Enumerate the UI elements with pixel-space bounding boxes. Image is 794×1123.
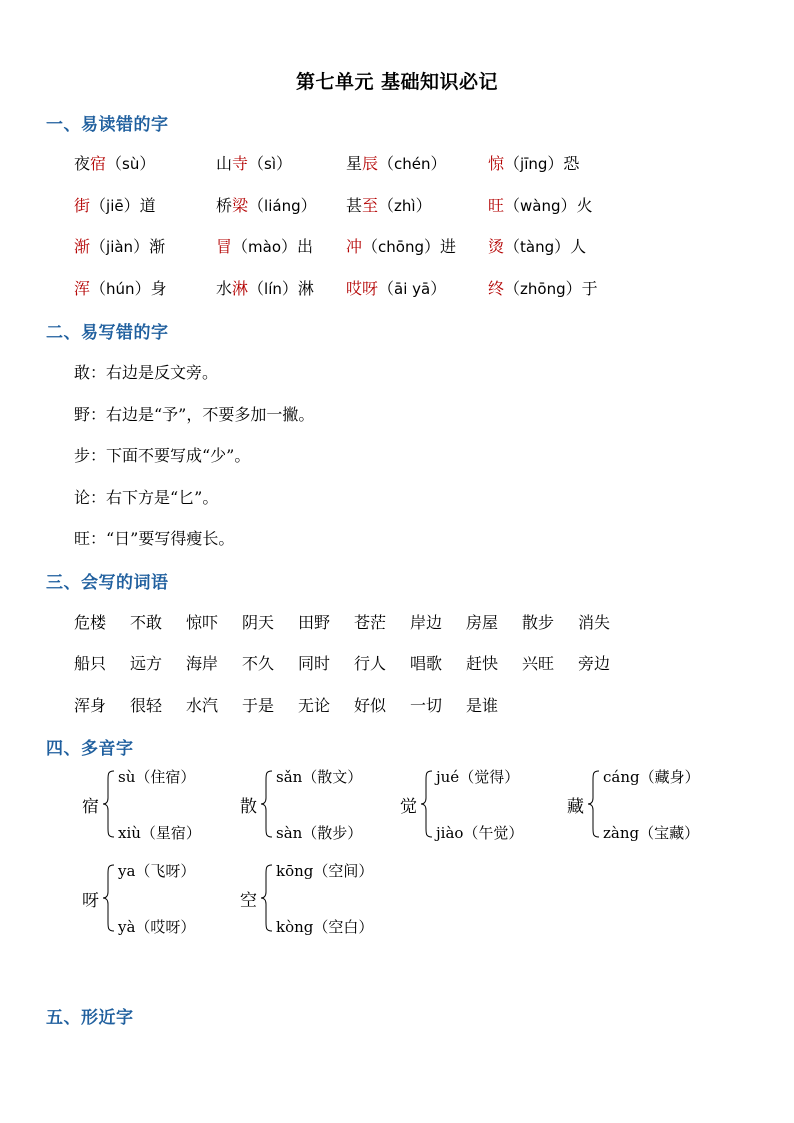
polyphone-item (82, 864, 262, 936)
highlighted-char: 冒 (216, 237, 233, 256)
polyphone-reading: sǎn（散文） (276, 768, 363, 786)
vocab-word: 危楼 (74, 613, 107, 632)
pinyin: zhì (394, 197, 416, 215)
pinyin: jīng (520, 155, 548, 173)
vocab-word: 消失 (578, 613, 611, 632)
pronunciation-item: 山寺（sì） (216, 154, 293, 173)
polyphone-reading: kòng（空白） (276, 918, 374, 936)
vocab-word: 田野 (298, 613, 331, 632)
pinyin: lín (264, 280, 282, 298)
pronunciation-item: 桥梁（liáng） (216, 196, 317, 215)
vocab-word: 散步 (522, 613, 555, 632)
vocab-word: 不敢 (130, 613, 163, 632)
word-suffix: 恐 (563, 154, 580, 173)
pronunciation-item: 水淋（lín）淋 (216, 279, 314, 298)
vocab-word: 不久 (242, 654, 275, 673)
pinyin: sì (264, 155, 277, 173)
polyphone-reading: yà（哎呀） (118, 918, 196, 936)
curly-brace-icon (102, 864, 116, 932)
pinyin: jiē (106, 197, 124, 215)
section-heading-2: 二、易写错的字 (46, 323, 169, 343)
writing-note: 步：下面不要写成“少”。 (74, 446, 251, 465)
pronunciation-item: 旺（wàng）火 (488, 196, 593, 215)
word-suffix: 火 (576, 196, 593, 215)
pinyin: āi yā (394, 280, 431, 298)
curly-brace-icon (587, 770, 601, 838)
pronunciation-item: 终（zhōng）于 (488, 279, 598, 298)
word-prefix: 桥 (216, 196, 233, 215)
curly-brace-icon (260, 864, 274, 932)
polyphone-item (400, 770, 580, 842)
highlighted-char: 终 (488, 279, 505, 298)
vocab-word: 兴旺 (522, 654, 555, 673)
highlighted-char: 寺 (232, 154, 249, 173)
highlighted-char: 辰 (362, 154, 379, 173)
highlighted-char: 冲 (346, 237, 363, 256)
highlighted-char: 烫 (488, 237, 505, 256)
word-prefix: 夜 (74, 154, 91, 173)
polyphone-item (240, 864, 420, 936)
word-prefix: 甚 (346, 196, 363, 215)
polyphone-reading: jué（觉得） (436, 768, 520, 786)
pronunciation-item: 星辰（chén） (346, 154, 447, 173)
vocab-word: 同时 (298, 654, 331, 673)
pinyin: mào (248, 238, 282, 256)
word-suffix: 进 (440, 237, 457, 256)
highlighted-char: 惊 (488, 154, 505, 173)
vocab-word: 很轻 (130, 696, 163, 715)
vocab-word: 惊吓 (186, 613, 219, 632)
section-heading-3: 三、会写的词语 (46, 573, 169, 593)
polyphone-reading: zàng（宝藏） (603, 824, 700, 842)
vocab-word: 海岸 (186, 654, 219, 673)
writing-note: 敢：右边是反文旁。 (74, 363, 219, 382)
word-suffix: 渐 (149, 237, 166, 256)
word-suffix: 身 (150, 279, 167, 298)
pinyin: chén (394, 155, 431, 173)
highlighted-char: 旺 (488, 196, 505, 215)
vocab-word: 房屋 (466, 613, 499, 632)
vocab-word: 赶快 (466, 654, 499, 673)
highlighted-char: 哎呀 (346, 279, 379, 298)
word-suffix: 于 (581, 279, 598, 298)
vocab-word: 于是 (242, 696, 275, 715)
polyphone-reading: xiù（星宿） (118, 824, 201, 842)
writing-note: 旺：“日”要写得瘦长。 (74, 529, 235, 548)
section-heading-5: 五、形近字 (46, 1008, 134, 1028)
polyphone-char: 觉 (400, 797, 417, 817)
highlighted-char: 淋 (232, 279, 249, 298)
curly-brace-icon (420, 770, 434, 838)
word-suffix: 道 (139, 196, 156, 215)
pinyin: liáng (264, 197, 301, 215)
pronunciation-item: 街（jiē）道 (74, 196, 156, 215)
vocab-word: 水汽 (186, 696, 219, 715)
word-prefix: 水 (216, 279, 233, 298)
polyphone-reading: jiào（午觉） (436, 824, 524, 842)
vocab-word: 是谁 (466, 696, 499, 715)
pronunciation-item: 冒（mào）出 (216, 237, 314, 256)
vocab-word: 唱歌 (410, 654, 443, 673)
vocab-word: 苍茫 (354, 613, 387, 632)
vocab-word: 浑身 (74, 696, 107, 715)
pinyin: chōng (378, 238, 424, 256)
highlighted-char: 浑 (74, 279, 91, 298)
pronunciation-item: 夜宿（sù） (74, 154, 156, 173)
word-suffix: 淋 (297, 279, 314, 298)
highlighted-char: 渐 (74, 237, 91, 256)
pronunciation-item: 甚至（zhì） (346, 196, 432, 215)
polyphone-item (567, 770, 747, 842)
polyphone-char: 散 (240, 797, 257, 817)
pronunciation-item: 冲（chōng）进 (346, 237, 457, 256)
section-heading-1: 一、易读错的字 (46, 115, 169, 135)
polyphone-item (240, 770, 420, 842)
pinyin: sù (122, 155, 140, 173)
polyphone-char: 藏 (567, 797, 584, 817)
vocab-word: 行人 (354, 654, 387, 673)
vocab-word: 无论 (298, 696, 331, 715)
vocab-word: 一切 (410, 696, 443, 715)
vocab-word: 岸边 (410, 613, 443, 632)
pinyin: jiàn (106, 238, 134, 256)
curly-brace-icon (102, 770, 116, 838)
polyphone-item (82, 770, 262, 842)
highlighted-char: 梁 (232, 196, 249, 215)
writing-note: 野：右边是“予”，不要多加一撇。 (74, 405, 315, 424)
polyphone-reading: sàn（散步） (276, 824, 363, 842)
word-prefix: 山 (216, 154, 233, 173)
highlighted-char: 宿 (90, 154, 107, 173)
word-suffix: 人 (570, 237, 587, 256)
writing-note: 论：右下方是“匕”。 (74, 488, 219, 507)
pronunciation-item: 烫（tàng）人 (488, 237, 587, 256)
word-suffix: 出 (297, 237, 314, 256)
vocab-word: 阴天 (242, 613, 275, 632)
vocab-word: 好似 (354, 696, 387, 715)
pinyin: tàng (520, 238, 555, 256)
polyphone-reading: ya（飞呀） (118, 862, 196, 880)
pronunciation-item: 哎呀（āi yā） (346, 279, 447, 298)
polyphone-char: 宿 (82, 797, 99, 817)
polyphone-reading: kōng（空间） (276, 862, 374, 880)
pinyin: zhōng (520, 280, 566, 298)
pinyin: wàng (520, 197, 561, 215)
polyphone-char: 空 (240, 891, 257, 911)
vocab-word: 船只 (74, 654, 107, 673)
pronunciation-item: 浑（hún）身 (74, 279, 167, 298)
curly-brace-icon (260, 770, 274, 838)
pronunciation-item: 惊（jīng）恐 (488, 154, 580, 173)
polyphone-reading: sù（住宿） (118, 768, 196, 786)
vocab-word: 旁边 (578, 654, 611, 673)
word-prefix: 星 (346, 154, 363, 173)
highlighted-char: 街 (74, 196, 91, 215)
pinyin: hún (106, 280, 135, 298)
page-title: 第七单元 基础知识必记 (295, 71, 499, 93)
section-heading-4: 四、多音字 (46, 739, 134, 759)
highlighted-char: 至 (362, 196, 379, 215)
polyphone-char: 呀 (82, 891, 99, 911)
pronunciation-item: 渐（jiàn）渐 (74, 237, 166, 256)
polyphone-reading: cáng（藏身） (603, 768, 700, 786)
vocab-word: 远方 (130, 654, 163, 673)
